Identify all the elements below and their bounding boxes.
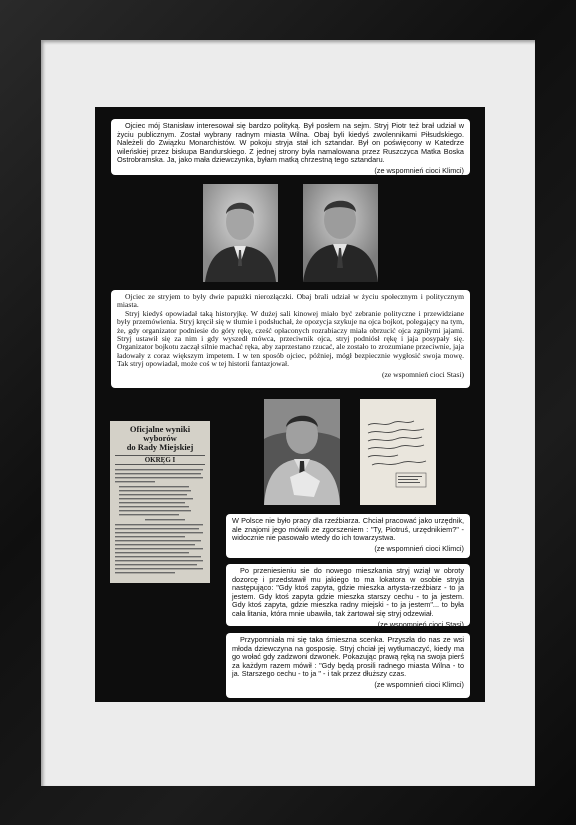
handwritten-document [360, 399, 436, 505]
newspaper-clipping [110, 421, 210, 583]
portrait-left-image [203, 184, 278, 282]
memoir-attribution: (ze wspomnień cioci Stasi) [381, 369, 464, 379]
memoir-card-4 [226, 564, 470, 629]
sculptor-photo [264, 399, 340, 505]
document-handwriting-image [366, 405, 430, 499]
memoir-card-3 [226, 514, 470, 558]
memoir-card-1 [111, 119, 470, 175]
memoir-attribution: (ze wspomnień cioci Stasi) [377, 619, 464, 629]
memoir-card-2 [111, 290, 470, 388]
clipping-district: OKRĘG I [115, 455, 205, 465]
memoir-attribution: (ze wspomnień cioci Klimci) [374, 679, 464, 689]
clipping-text-block [115, 467, 205, 579]
portrait-photo-left [203, 184, 278, 282]
memoir-paragraph-1: Ojciec ze stryjem to były dwie papużki nierozłączki. Obaj brali udział w życiu społecznym i politycznym miasta. [117, 292, 464, 310]
sculptor-image [264, 399, 340, 505]
memoir-text: Po przeniesieniu sie do nowego mieszkania stryj wziął w obroty dozorcę i przedstawił mu jakiego to ma lokatora w osobie stryja następująco: "Gdy ktoś zapyta, gdzie mieszka artysta-rzeźbiarz - to ja jestem. Gdy ktoś zapyta gdzie mieszka starszy cechu - to ja jestem. Gdy ktoś zapyta, gdzie mieszka radny miejski - to ja jestem"... to była cała litania, która mnie ubawiła, tak żartował się stryj odzewiał. [232, 566, 464, 618]
memoir-card-5 [226, 633, 470, 698]
memoir-paragraph-2: Stryj kiedyś opowiadał taką historyjkę. W dużej sali kinowej miało być zebranie polityczne i przewidziane były przemówienia. Stryj kręcił się w tłumie i podsłuchał, że opozycja szykuje na ojca bojkot, polegający na tym, że, gdy organizator podniesie do góry rękę, cześć opłaconych rozrabiaczy miała obrzucić ojca zgniłymi jajami. Stryj ustawił się za nim i gdy wyszedł mówca, przeciwnik ojca, stryj podniósł rękę i jaja posypały się. Organizator bojkotu zaczął silnie machać ręka, aby zaprzestano rzucać, ale zostało to zrozumiane przeciwnie, jaja ładowały z coraz większym impetem. I w ten sposób ojciec, później, mógł bezpiecznie wygłosić swoja mowę. Tak stryj opowiadał, może coś w tej historii fantazjował. [117, 308, 464, 369]
clipping-title-line-1: Oficjalne wyniki wyborów [129, 424, 191, 443]
memoir-attribution: (ze wspomnień cioci Klimci) [374, 543, 464, 553]
memoir-text: Ojciec mój Stanisław interesował się bardzo polityką. Był posłem na sejm. Stryj Piotr też brał udział w życiu publicznym. Został wybrany radnym miasta Wilna. Obaj byli kiedyś zwolennikami Piłsudskiego. Należeli do Związku Monarchistów. W pokoju stryja stał ich sztandar. Był on poświęcony w Katedrze wileńskiej przez biskupa Bandurskiego. Z jednej strony była namalowana przez Ruszczyca Matka Boska Ostrobramska. Ja, jako mała dziewczynka, byłam matką chrzestną tego sztandaru. [117, 121, 464, 165]
portrait-right-image [303, 184, 378, 282]
memoir-text: Przypomniała mi się taka śmieszna scenka. Przyszła do nas ze wsi młoda dziewczyna na gosposię. Stryj chciał jej wytłumaczyć, kiedy ma go wołać gdy zadzwoni dzwonek. Pokazując prawą ręką na swoja pierś za każdym razem mówił : "Gdy będą prosili radnego miasta Wilna - to ja. Starszego cechu - to ja " - i tak przez dłuższy czas. [232, 635, 464, 679]
memoir-text: W Polsce nie było pracy dla rzeźbiarza. Chciał pracować jako urzędnik, ale znajomi jego mówili ze zgorszeniem : "Ty, Piotruś, urzędnikiem?" - widocznie nie pasowało wtedy do ich towarzystwa. [232, 516, 464, 543]
portrait-photo-right [303, 184, 378, 282]
clipping-title-line-2: do Rady Miejskiej [126, 442, 194, 452]
memoir-attribution: (ze wspomnień cioci Klimci) [374, 165, 464, 175]
